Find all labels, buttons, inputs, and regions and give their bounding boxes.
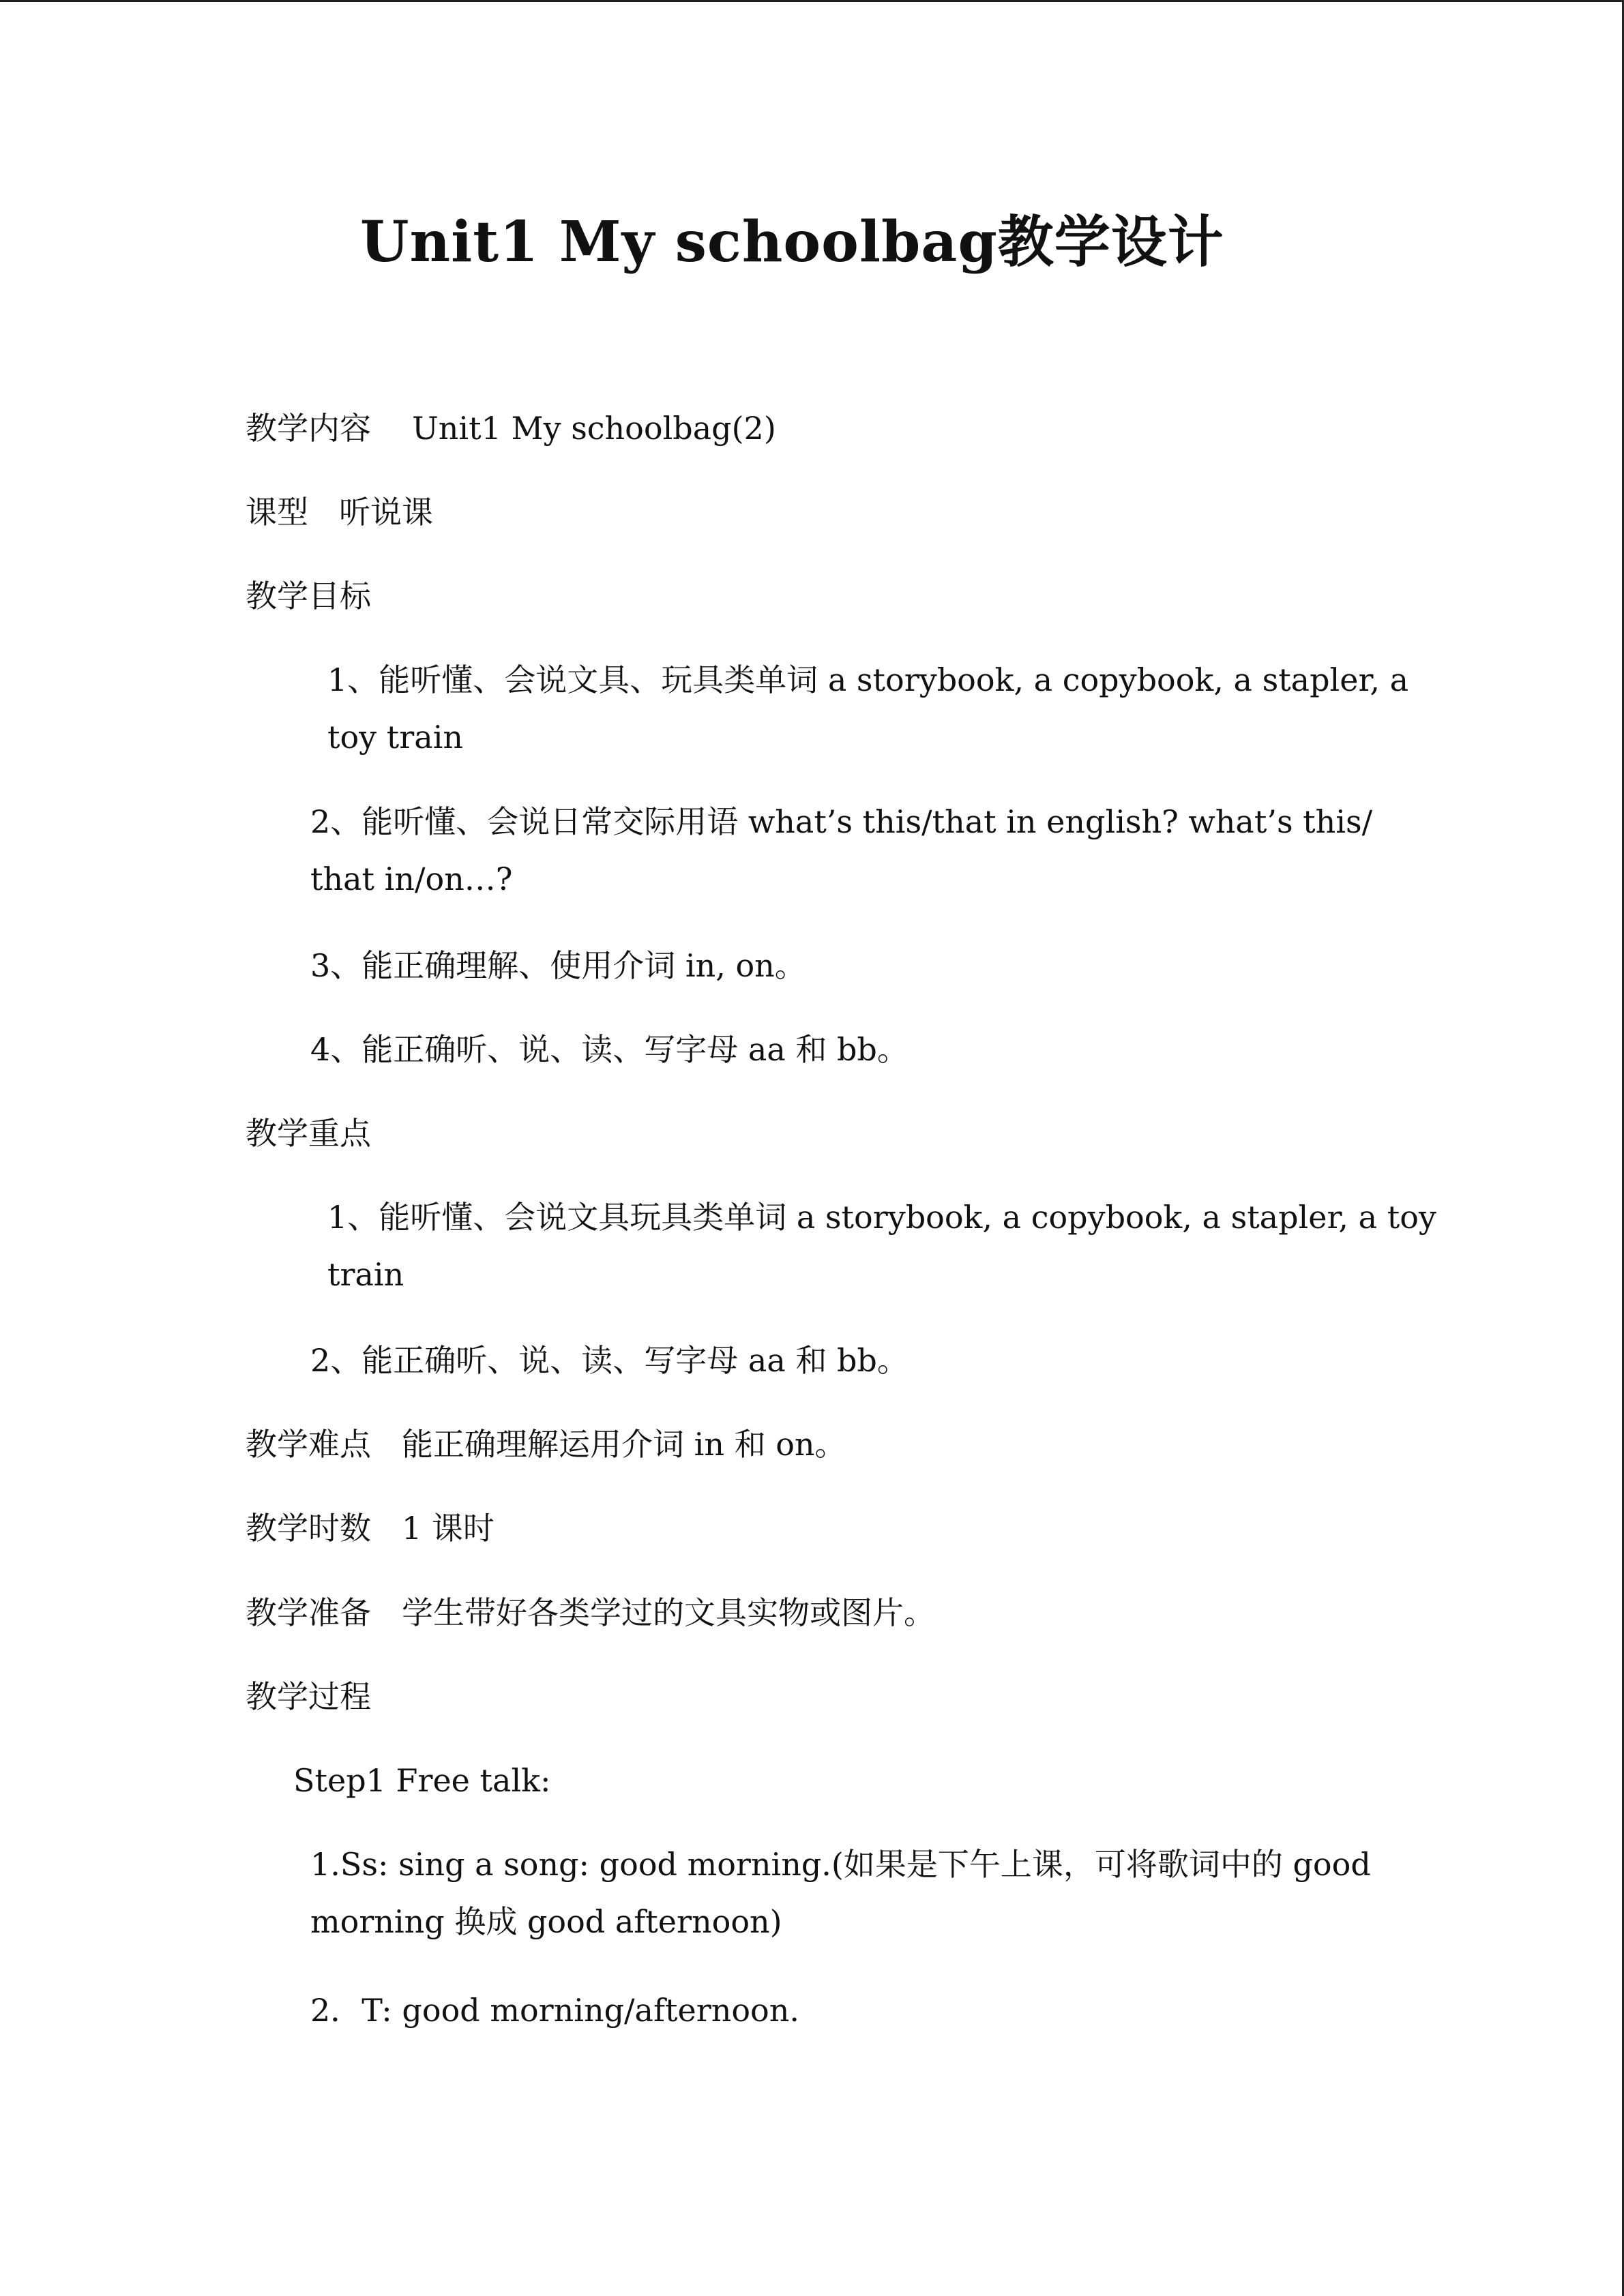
content-value: Unit1 My schoolbag(2) (412, 410, 776, 447)
difficulty-value: 能正确理解运用介词 in 和 on。 (402, 1426, 846, 1463)
difficulty-row (246, 1424, 846, 1465)
key-points-heading: 教学重点 (246, 1115, 371, 1152)
lesson-type-value: 听说课 (339, 494, 433, 531)
process-item: 1.Ss: sing a song: good morning.(如果是下午上课，可将歌词中的 good morning 换成 good afternoon) (310, 1846, 1371, 1940)
objective-item: 2、能听懂、会说日常交际用语 what’s this/that in english? what’s this/ that in/on…? (310, 803, 1373, 897)
objective-item: 1、能听懂、会说文具、玩具类单词 a storybook, a copybook, a stapler, a toy train (327, 661, 1409, 756)
objective-item: 3、能正确理解、使用介词 in, on。 (310, 947, 806, 984)
content-label: 教学内容 (246, 410, 371, 447)
preparation-value: 学生带好各类学过的文具实物或图片。 (402, 1594, 935, 1631)
lesson-type-row (246, 492, 433, 533)
process-item: 2．T: good morning/afternoon. (310, 1992, 799, 2029)
content-row (246, 408, 776, 449)
process-heading: 教学过程 (246, 1678, 371, 1715)
hours-row (246, 1508, 494, 1549)
key-point-item: 2、能正确听、说、读、写字母 aa 和 bb。 (310, 1342, 909, 1379)
objectives-heading: 教学目标 (246, 578, 371, 614)
hours-value: 1 课时 (402, 1510, 494, 1547)
preparation-row (246, 1592, 935, 1633)
objective-item: 4、能正确听、说、读、写字母 aa 和 bb。 (310, 1031, 909, 1068)
top-border (0, 0, 1624, 2)
difficulty-label: 教学难点 (246, 1426, 371, 1463)
key-point-item: 1、能听懂、会说文具玩具类单词 a storybook, a copybook, a stapler, a toy train (327, 1199, 1436, 1293)
lesson-type-label: 课型 (246, 494, 308, 531)
preparation-label: 教学准备 (246, 1594, 371, 1631)
hours-label: 教学时数 (246, 1510, 371, 1547)
document-title: Unit1 My schoolbag教学设计 (360, 209, 1224, 275)
process-step: Step1 Free talk: (293, 1762, 551, 1799)
